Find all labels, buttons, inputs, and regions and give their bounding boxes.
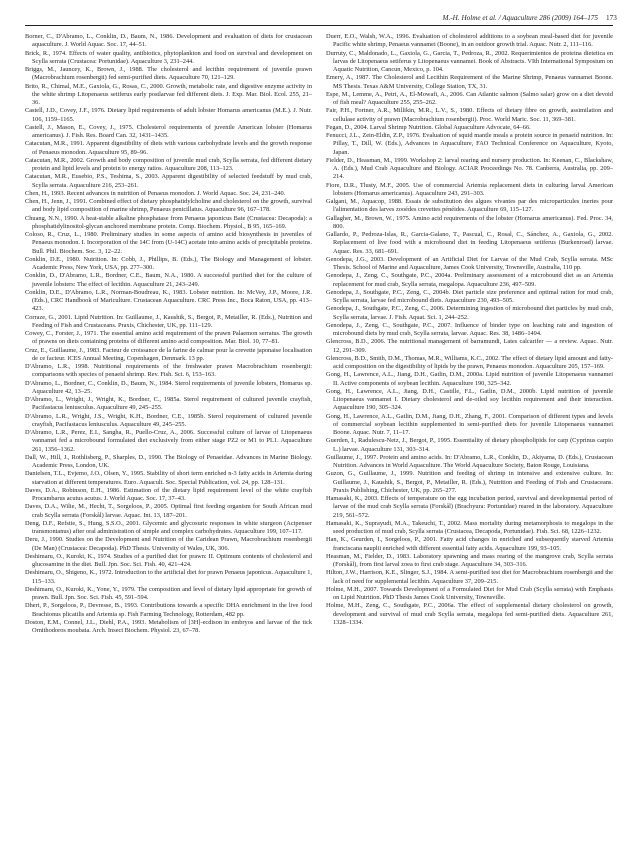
reference-entry: Glencross, B.D., Smith, D.M., Thomas, M.R., Williams, K.C., 2002. The effect of dietary lipid amount and fatty-acid composition on the digestibility of lipids by the prawn, Penaeus monodon. Aquaculture 205, 157–169.	[326, 354, 613, 370]
reference-entry: Briggs, M., Jauncey, K., Brown, J., 1988. The cholesterol and lecithin requirement of juvenile prawn (Macrobrachium rosenbergii) fed semi-purified diets. Aquaculture 70, 121–129.	[25, 66, 312, 82]
reference-entry: Fair, P.H., Fortner, A.R., Millikin, M.R., L.V., S., 1980. Effects of dietary fibre on growth, assimilation and cellulase activity of prawn (Macrobrachium rosenbergii). Proc. World Maric. Soc. 11, 369–381.	[326, 107, 613, 123]
reference-entry: Heasman, M., Fielder, D., 1983. Laboratory spawning and mass rearing of the mangrove crab, Scylla serrata (Forskål), from first larval zoea to first crab stage. Aquaculture 34, 303–316.	[326, 552, 613, 568]
reference-entry: Genodepa, J., Zeng, C., Southgate, P.C., 2007. Influence of binder type on leaching rate and ingestion of microbound diets by mud crab, Scylla serrata, larvae. Aquac. Res. 38, 1486–1494.	[326, 321, 613, 337]
reference-entry: Hamasaki, K., Suprayudi, M.A., Takeuchi, T., 2002. Mass mortality during metamorphosis to megalops in the seed production of mud crab, Scylla serrata (Crustacea, Decapoda, Portunidae). Fish. Sci. 68, 1226–1232.	[326, 519, 613, 535]
reference-entry: Daves, D.A., Wilie, M., Hecht, T., Sorgeloos, P., 2005. Optimal first feeding organism for South African mud crab Scylla serrata (Forskål) larvae. Aquac. Int. 13, 187–201.	[25, 503, 312, 519]
reference-entry: Conklin, D., D'Abramo, L.R., Bordner, C.E., Baum, N.A., 1980. A successful purified diet for the culture of juvenile lobsters: The effect of lecithin. Aquaculture 21, 243–249.	[25, 272, 312, 288]
reference-entry: Holme, M.H., 2007. Towards Development of a Formulated Diet for Mud Crab (Scylla serrata) with Emphasis on Lipid Nutrition. PhD Thesis James Cook University, Townsville.	[326, 585, 613, 601]
reference-entry: Genodepa, J.G., 2003. Development of an Artificial Diet for Larvae of the Mud Crab, Scylla serrata. MSc Thesis. School of Marine and Aquaculture, James Cook University, Townsville, Australia, 110 pp.	[326, 255, 613, 271]
reference-entry: Dall, W., Hill, J., Rothlisberg, P., Sharples, D., 1990. The Biology of Penaeidae. Advances in Marine Biology. Academic Press, London, UK.	[25, 453, 312, 469]
reference-entry: Guerden, I., Radulescu-Netz, J., Bergot, P., 1995. Essentiality of dietary phospholipids for carp (Cyprinus carpio L.) larvae. Aquaculture 131, 303–314.	[326, 437, 613, 453]
reference-entry: Doston, E.M., Connel, J.L., Diehl, P.A., 1993. Metabolism of [3H]-ecdison in embryos and larvae of the tick Ornithodoros moubata. Arch. Insect Biochem. Physiol. 23, 67–78.	[25, 618, 312, 634]
reference-entry: Glencross, B.D., 2006. The nutritional management of barramundi, Lates calcarifer — a review. Aquac. Nutr. 12, 291–309.	[326, 338, 613, 354]
reference-entry: Daves, D.A., Robinson, E.H., 1986. Estimation of the dietary lipid requirement level of the white crayfish Procambarus acutus acutus. J. World Aquac. Soc. 17, 37–43.	[25, 486, 312, 502]
reference-entry: Genodepa, J., Zeng, C., Southgate, P.C., 2004a. Preliminary assessment of a microbound diet as an Artemia replacement for mud crab, Scylla serrata, megalopa. Aquaculture 236, 497–509.	[326, 272, 613, 288]
reference-entry: Deshimaru, O., Kuroki, K., Yone, Y., 1979. The composition and level of dietary lipid appropriate for growth of prawn. Bull. Jpn. Soc. Sci. Fish. 45, 591–594.	[25, 585, 312, 601]
reference-entry: Castell, J.D., Covey, J.F., 1976. Dietary lipid requirements of adult lobster Homarus americanus (M.E.). J. Nutr. 106, 1159–1165.	[25, 107, 312, 123]
references-right-column	[326, 33, 613, 843]
reference-entry: Brick, R., 1974. Effects of water quality, antibiotics, phytoplankton and food on survival and development on Scylla serrata (Crustacea: Portunidae). Aquaculture 3, 231–244.	[25, 49, 312, 65]
reference-entry: Holme, M.H., Zeng, C., Southgate, P.C., 2006a. The effect of supplemental dietary cholesterol on growth, development and survival of mud crab Scylla serrata, megalopa fed semi-purified diets. Aquaculture 261, 1328–1334.	[326, 602, 613, 626]
reference-entry: Conklin, D.E., 1980. Nutrition. In: Cobb, J., Phillips, B. (Eds.), The Biology and Management of lobster. Academic Press, New York, USA, pp. 277–300.	[25, 255, 312, 271]
reference-entry: Gong, H., Lawrence, A.L., Gatlin, D.M., Jiang, D.H., Zhang, F., 2001. Comparison of different types and levels of commercial soybean lecithin supplemented in semi-purified diets for juvenile Litopenaeus vannamei Boone. Aquac. Nutr. 7, 11–17.	[326, 412, 613, 436]
reference-entry: D'Abramo, L., Wright, J., Wright, K., Bordner, C., 1985a. Sterol requirement of cultured juvenile crayfish, Pacifastacus leniusculus. Aquaculture 49, 245–255.	[25, 396, 312, 412]
reference-entry: Deshimaru, O., Kuroki, K., 1974. Studies of a purified diet for prawn: II. Optimum contents of cholesterol and glucosamine in the diet. Bull. Jpn. Soc. Sci. Fish. 40, 421–424.	[25, 552, 312, 568]
reference-entry: Corraze, G., 2001. Lipid Nutrition. In: Guillaume, J., Kaushik, S., Bergot, P., Metailler, R. (Eds.), Nutrition and Feeding of Fish and Crustaceans. Praxis, Chichester, UK, pp. 111–129.	[25, 313, 312, 329]
reference-entry: Duerr, E.O., Walsh, W.A., 1996. Evaluation of cholesterol additions to a soybean meal-based diet for juvenile Pacific white shrimp, Penaeus vannamei (Boone), in an outdoor growth trial. Aquac. Nutr. 2, 111–116.	[326, 33, 613, 49]
reference-entry: Gallardo, P., Pedroza-Islas, R., Garcia-Galano, T., Pascual, C., Rosal, C., Sánchez, A., Gaxiola, G., 2002. Replacement of live food with a microbound diet in feeding Litopenaeus setiferus (Burkenroad) larvae. Aquac. Res. 33, 681–691.	[326, 231, 613, 255]
reference-entry: Brito, R., Chimal, M.E., Gaxiola, G., Rosas, C., 2000. Growth, metabolic rate, and digestive enzyme activity in the white shrimp Litopenaeus setiferus early postlarvae fed different diets. J. Exp. Mar. Biol. Ecol. 255, 21–36.	[25, 82, 312, 106]
reference-entry: Catacutan, M.R., Eusebio, P.S., Teshima, S., 2003. Apparent digestibility of selected feedstuff by mud crab, Scylla serrata. Aquaculture 216, 253–261.	[25, 173, 312, 189]
reference-entry: Castell, J., Mason, E., Covey, J., 1975. Cholesterol requirements of juvenile American lobster (Homarus americanus). J. Fish. Res. Board Can. 32, 1431–1435.	[25, 123, 312, 139]
reference-entry: Chuang, N.N., 1990. A heat-stable alkaline phosphatase from Penaeus japonicus Bate (Crustacea: Decapoda): a phosphatidylinositol-glycan anchored membrane protein. Comp. Biochem. Physiol., B 95, 165–169.	[25, 214, 312, 230]
reference-entry: Borner, C., D'Abramo, L., Conklin, D., Baum, N., 1986. Development and evaluation of diets for crustacean aquaculture. J. World Aquac. Soc. 17, 44–51.	[25, 33, 312, 49]
reference-entry: D'Abramo, L.R., Wright, J.S., Wright, K.H., Bordner, C.E., 1985b. Sterol requirement of cultured juvenile crayfish, Pacifastacus leniusculus. Aquaculture 49, 245–255.	[25, 412, 312, 428]
reference-entry: Han, K., Geurden, I., Sorgeloos, P., 2001. Fatty acid changes in enriched and subsequently starved Artemia franciscana nauplii enriched with different essential fatty acids. Aquaculture 199, 93–105.	[326, 536, 613, 552]
reference-entry: Gong, H., Lawrence, A.L., Jiang, D.H., Gatlin, D.M., 2000a. Lipid nutrition of juvenile Litopenaeus vannamei II. Active components of soybean lecithin. Aquaculture 190, 325–342.	[326, 371, 613, 387]
reference-entry: Chen, H., Jenn, J., 1991. Combined effect of dietary phosphatidylcholine and cholesterol on the growth, survival and body lipid composition of marine shrimp, Penaeus penicillatus. Aquaculture 96, 167–178.	[25, 198, 312, 214]
reference-entry: Deshimaru, O., Shigeno, K., 1972. Introduction to the artificial diet for prawn Penaeus japonicus. Aquaculture 1, 115–133.	[25, 569, 312, 585]
reference-entry: Dhert, P., Sorgeloos, P., Devresse, B., 1993. Contributions towards a specific DHA enrichment in the live food Brachionus plicatilis and Artemia sp. Fish Farming Technology, Rotterdam, 482 pp.	[25, 602, 312, 618]
reference-entry: Hilton, J.W., Harrison, K.E., Slinger, S.J., 1984. A semi-purified test diet for Macrobrachium rosenbergii and the lack of need for supplemental lecithin. Aquaculture 37, 209–215.	[326, 569, 613, 585]
reference-entry: Emery, A., 1987. The Cholesterol and Lecithin Requirement of the Marine Shrimp, Penaeus vannamei Boone. MS Thesis. Texas A&M University, College Station, TX, 31.	[326, 74, 613, 90]
reference-entry: Danielsen, T.L., Evjemo, J.O., Olsen, Y., 1995. Stability of short term enriched n-3 fatty acids in Artemia during starvation at different temperatures. Euro. Aquacult. Soc. Special Publication, vol. 24, pp. 128–131.	[25, 470, 312, 486]
reference-entry: Catacutan, M.R., 1991. Apparent digestibility of diets with various carbohydrate levels and the growth response of Penaeus monodon. Aquaculture 95, 89–96.	[25, 140, 312, 156]
reference-entry: Genodepa, J., Southgate, P.C., Zeng, C., 2004b. Diet particle size preference and optimal ration for mud crab, Scylla serrata, larvae fed microbound diets. Aquaculture 230, 493–505.	[326, 288, 613, 304]
reference-entry: Gong, H., Lawrence, A.L., Jiang, D.H., Castille, F.L., Gatlin, D.M., 2000b. Lipid nutrition of juvenile Litopenaeus vannamei I. Dietary cholesterol and de-oiled soy lecithin requirement and their interaction. Aquaculture 190, 305–324.	[326, 387, 613, 412]
reference-entry: Genodepa, J., Southgate, P.C., Zeng, C., 2006. Determining ingestion of microbound diet particles by mud crab, Scylla serrata, larvae. J. Fish. Aquat. Sci. 1, 244–252.	[326, 305, 613, 321]
reference-entry: D'Abramo, L.R., 1998. Nutritional requirements of the freshwater prawn Macrobrachium rosenbergii: comparisons with species of penaeid shrimp. Rev. Fish. Sci. 6, 153–163.	[25, 363, 312, 379]
reference-entry: Hamasaki, K., 2003. Effects of temperature on the egg incubation period, survival and developmental period of larvae of the mud crab Scylla serrata (Forskål) (Brachyura: Portunidae) reared in the laboratory. Aquaculture 219, 561–572.	[326, 495, 613, 519]
reference-entry: Gallagher, M., Brown, W., 1975. Amino acid requirements of the lobster (Homarus americanus). Fed. Proc. 34, 800.	[326, 214, 613, 230]
reference-entry: Cowey, C., Forster, J., 1971. The essential amino acid requirement of the prawn Palaemon serratus. The growth of prawns on diets containing proteins of different amino acid composition. Mar. Biol. 10, 77–81.	[25, 330, 312, 346]
page-number: 173	[606, 14, 617, 22]
reference-entry: Fiore, D.R., Tlusty, M.F., 2005. Use of commercial Artemia replacement diets in culturing larval American lobsters (Homarus americanus). Aquaculture 243, 291–303.	[326, 181, 613, 197]
reference-entry: Guillaume, J., 1997. Protein and amino acids. In: D'Abramo, L.R., Conklin, D., Akiyama, D. (Eds.), Crustacean Nutrition. Advances in World Aquaculture. The World Aquaculture Society, Baton Rouge, Louisiana.	[326, 453, 613, 469]
reference-entry: Fegan, D., 2004. Larval Shrimp Nutrition. Global Aquaculture Advocate, 64–66.	[326, 123, 531, 131]
reference-entry: Chen, H., 1993. Recent advances in nutrition of Penaeus monodon. J. World Aquac. Soc. 24, 231–240.	[25, 189, 286, 197]
reference-entry: Fenucci, J.L., Zein-Eldin, Z.P., 1976. Evaluation of squid mantle meals a protein source in penaeid nutrition. In: Pillay, T., Dill, W. (Eds.), Advances in Aquaculture, FAO Technical Conference on Aquaculture, Kyoto, Japan.	[326, 132, 613, 156]
reference-entry: D'Abramo, L., Bordner, C., Conklin, D., Baum, N., 1984. Sterol requirements of juvenile lobsters, Homarus sp. Aquaculture 42, 13–25.	[25, 379, 312, 395]
reference-entry: Durruty, C., Maldonado, L., Gaxiola, G., Garcia, T., Pedroza, R., 2002. Requerimientos de proteina dietetica en larvas de Litopenaeus setiferus y Litopenaeus vannamei. Book of Abstracts. VIth International Symposium on Aquatic Nutrition, Cancun, Mexico, p. 104.	[326, 49, 613, 73]
references-left-column	[25, 33, 312, 843]
running-header	[0, 14, 638, 30]
reference-entry: Cruz, E., Guillaume, J., 1983. Facteur de croissance de la farine de calmar pour la crevette japonaise localisation de ce facteur. ICES Annual Meeting, Copenhagen, Denmark. 13 pp.	[25, 346, 312, 362]
reference-entry: Coloso, R., Cruz, L., 1980. Preliminary studies in some aspects of amino acid biosynthesis in juveniles of Penaeus monodon. I. Incorporation of the 14C from (U-14C) acetate into amino acids of precipitable proteins. Bull. Phil. Biochem. Soc. 3, 12–22.	[25, 231, 312, 255]
header-rule	[25, 25, 613, 26]
reference-entry: Fielder, D., Heasman, M., 1999. Workshop 2: larval rearing and nursery production. In: Keenan, C., Blackshaw, A. (Eds.), Mud Crab Aquaculture and Biology. ACIAR Proceedings No. 78. Canberra, Australia, pp. 209–214.	[326, 156, 613, 181]
journal-citation: M.-H. Holme et al. / Aquaculture 286 (2009) 164–175	[442, 14, 598, 22]
reference-entry: Galgani, M., Aquacop, 1988. Essais de substitution des algues vivantes par des microparticules inertes pour l'alimentation des larves zooédes crevettes pénéides. Aquaculture 69, 115–127.	[326, 198, 613, 214]
reference-entry: Catacutan, M.R., 2002. Growth and body composition of juvenile mud crab, Scylla serrata, fed different dietary protein and lipid levels and protein to energy ratios. Aquaculture 208, 113–123.	[25, 156, 312, 172]
reference-entry: D'Abramo, L.R., Perez, E.I., Sangha, R., Puello-Cruz, A., 2006. Successful culture of larvae of Litopenaeus vannamei fed a microbound formulated diet exclusively from either stage PZ2 or M1 to PL1. Aquaculture 261, 1356–1362.	[25, 429, 312, 453]
reference-entry: Deru, J., 1990. Studies on the Development and Nutrition of the Caridean Prawn, Macrobrachium rosenbergii (De Man) (Crustacea: Decapoda). PhD Thesis. University of Wales, UK, 306.	[25, 536, 312, 552]
reference-entry: Espe, M., Lemme, A., Petri, A., El-Mowafi, A., 2006. Can Atlantic salmon (Salmo salar) grow on a diet devoid of fish meal? Aquaculture 255, 255–262.	[326, 90, 613, 106]
reference-entry: Conklin, D.E., D'Abramo, L.R., Norman-Boudreau, K., 1983. Lobster nutrition. In: McVey, J.P., Moore, J.R. (Eds.), CRC Handbook of Mariculture. Crustacean Aquaculture. CRC Press Inc., Boca Raton, USA, pp. 413–423.	[25, 288, 312, 313]
reference-entry: Guzon, G., Guillaume, J., 1999. Nutrition and feeding of shrimp in intensive and extensive culture. In: Guillaume, J., Kaushik, S., Bergot, P., Metailler, R. (Eds.), Nutrition and Feeding of Fish and Crustaceans. Praxis Publishing, Chichester, UK, pp. 265–277.	[326, 470, 613, 494]
reference-entry: Deng, D.F., Refstie, S., Hung, S.S.O., 2001. Glycemic and glycosuric responses in white sturgeon (Acipenser transmontanus) after oral administration of simple and complex carbohydrates. Aquaculture 199, 107–117.	[25, 519, 312, 535]
